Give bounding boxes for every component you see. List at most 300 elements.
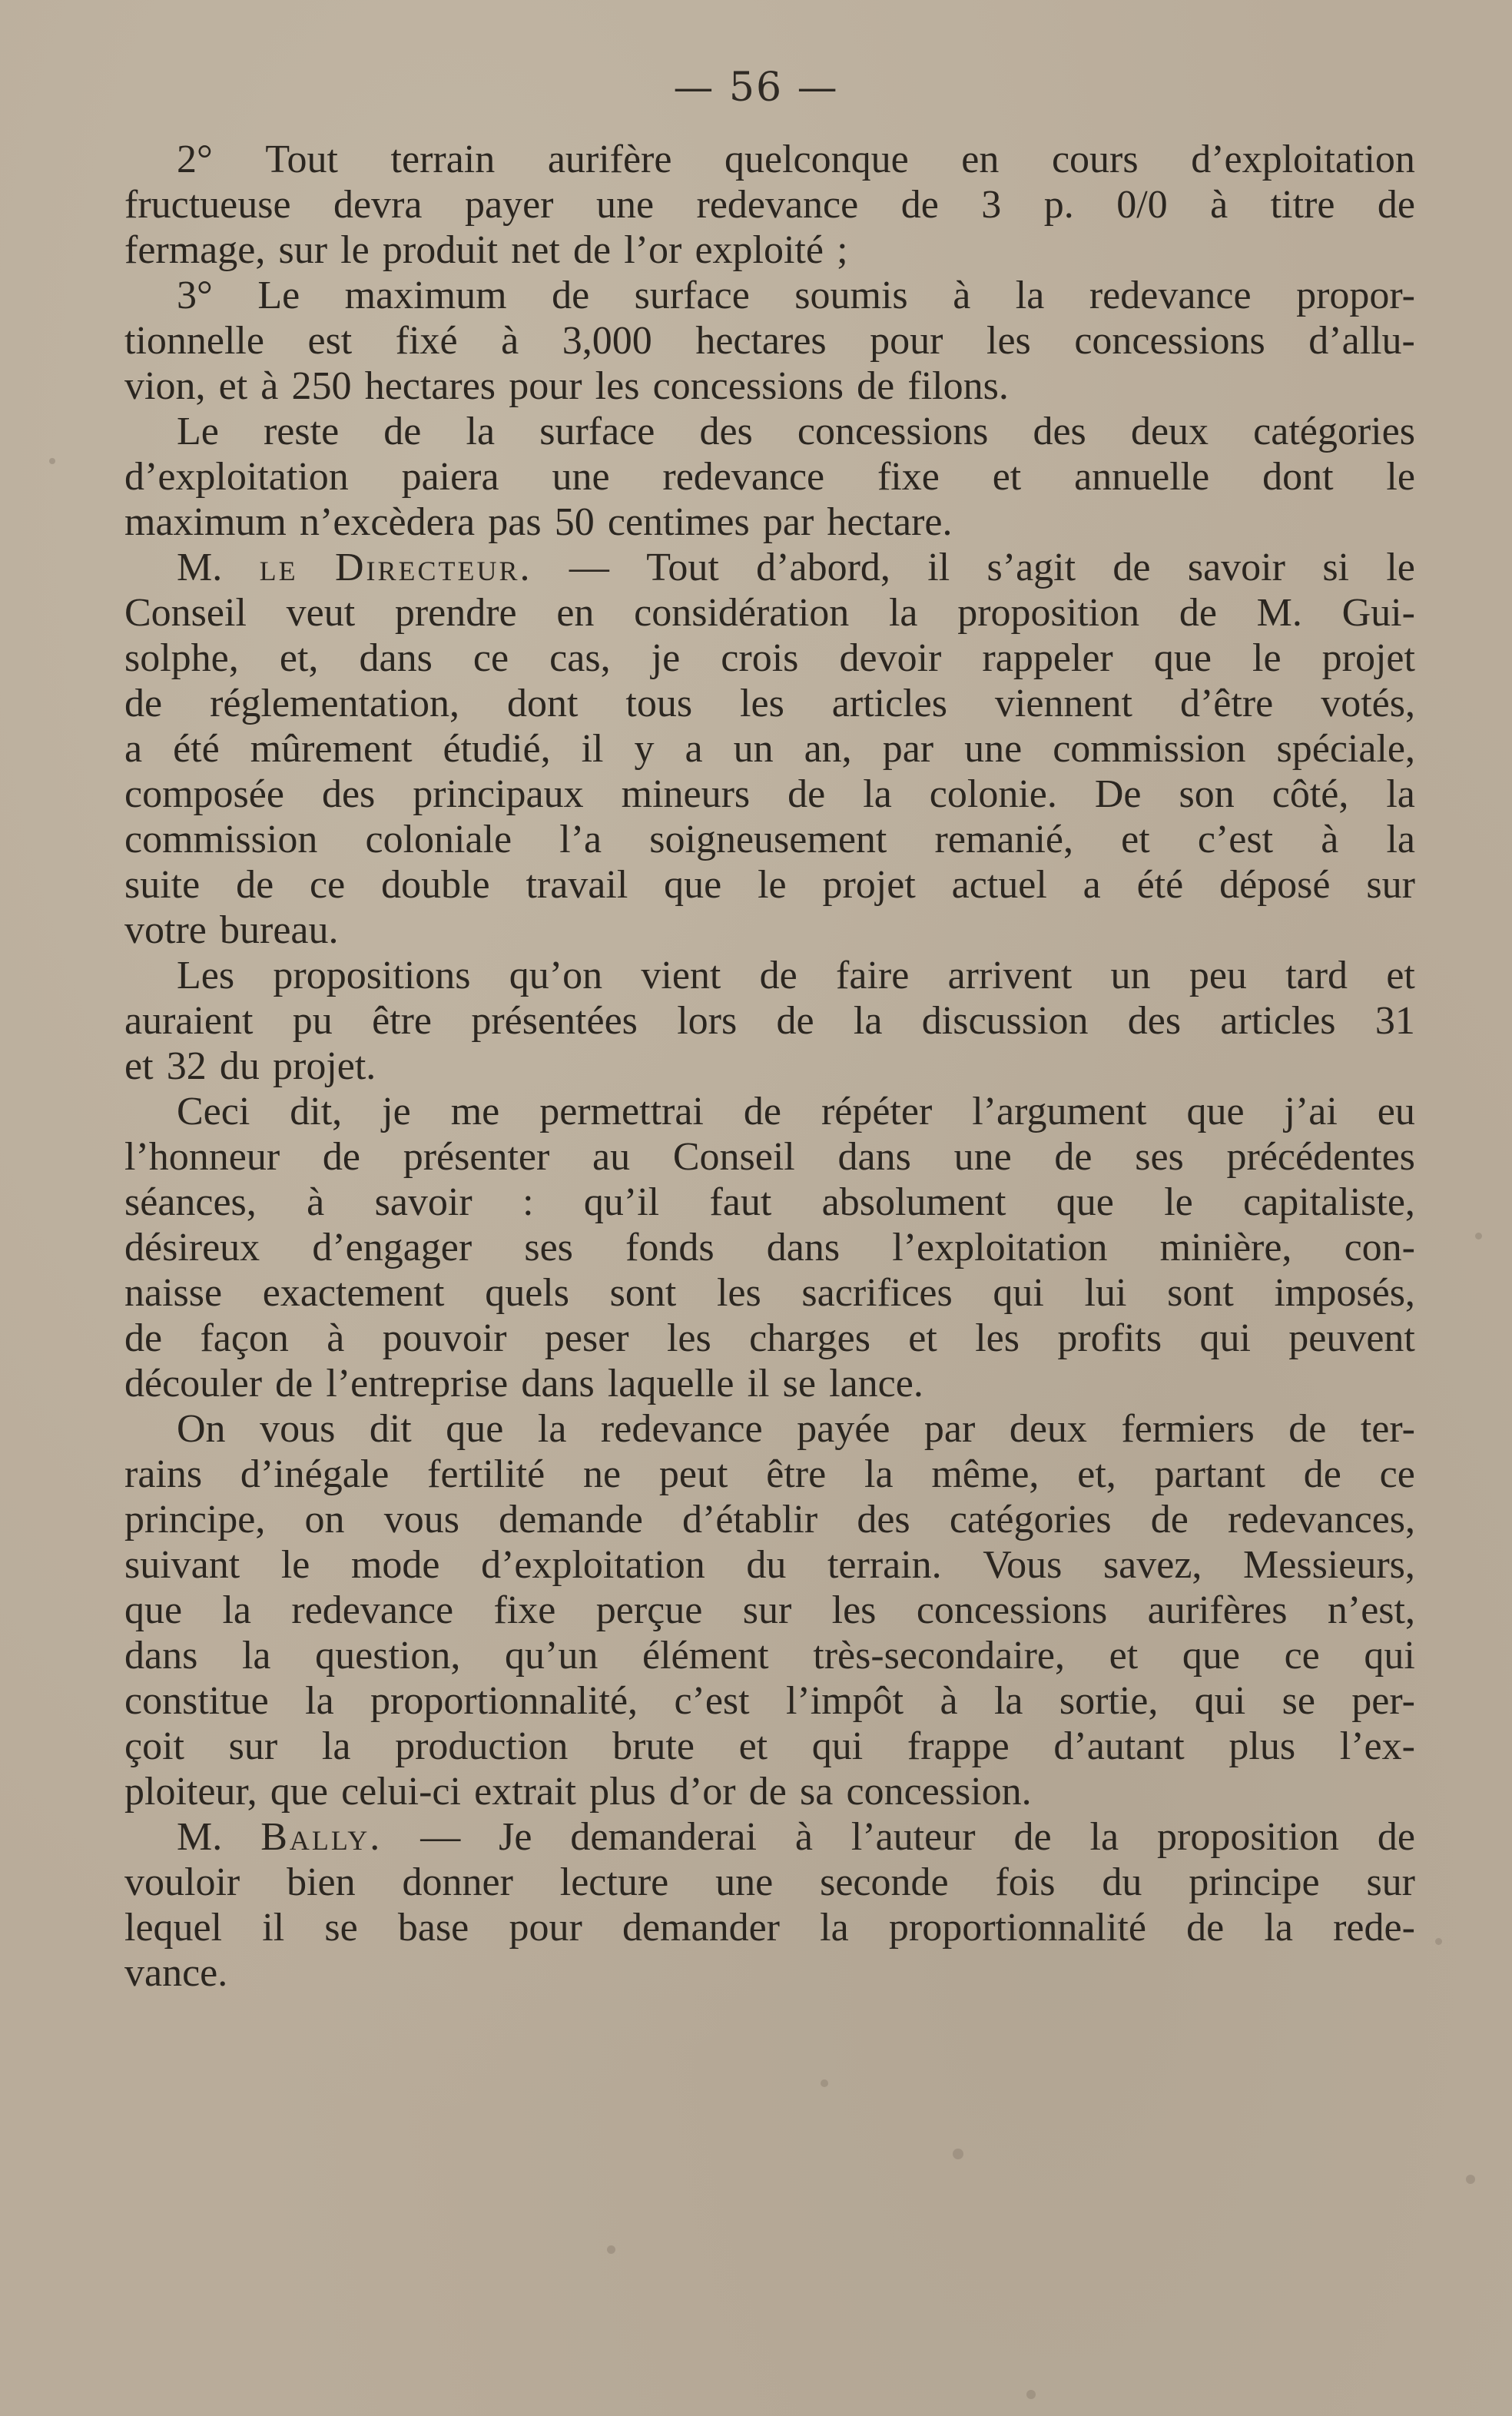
word: y <box>634 727 655 771</box>
word: 3 <box>981 183 1002 227</box>
text-line <box>124 499 1415 545</box>
word: des <box>857 1498 910 1542</box>
word: arrivent <box>947 954 1073 997</box>
word: son <box>1179 772 1235 816</box>
word: sur <box>228 1724 278 1768</box>
word: mode <box>350 1543 440 1587</box>
word: et, <box>279 636 319 680</box>
word: Messieurs, <box>1243 1543 1415 1587</box>
word: des <box>1127 999 1182 1043</box>
word: qu’un <box>505 1634 598 1678</box>
word: de <box>1150 1498 1189 1542</box>
word: composée <box>124 772 284 816</box>
word: fixe <box>877 455 940 499</box>
word: ploiteur, <box>124 1770 257 1814</box>
text-line <box>124 1905 1415 1950</box>
word: maximum <box>124 500 287 544</box>
word: aurifère <box>547 138 672 181</box>
word: an, <box>804 727 852 771</box>
paper-speck <box>49 458 55 464</box>
word: le <box>1252 636 1282 680</box>
text-line <box>124 772 1415 817</box>
word: hectare. <box>827 500 953 544</box>
word: articles <box>831 682 947 725</box>
word: perçue <box>595 1588 703 1632</box>
word: vous <box>260 1407 336 1451</box>
word: paiera <box>401 455 499 499</box>
word: répéter <box>821 1090 933 1133</box>
word: charges <box>749 1316 870 1360</box>
word: à <box>1210 183 1228 227</box>
word: M. <box>1256 591 1302 635</box>
word: imposés, <box>1274 1271 1415 1315</box>
word: je <box>382 1090 411 1133</box>
text-line <box>124 726 1415 772</box>
text-line <box>124 227 1415 273</box>
word: propor- <box>1296 274 1415 317</box>
word: et <box>1109 1634 1139 1678</box>
text-line <box>124 1180 1415 1225</box>
text-line <box>124 998 1415 1044</box>
word: à <box>940 1679 958 1723</box>
word: la <box>1386 818 1415 861</box>
text-line <box>124 1452 1415 1497</box>
word: la <box>1386 772 1415 816</box>
word: la <box>853 999 883 1043</box>
word: ter- <box>1360 1407 1415 1451</box>
word: devra <box>333 183 423 227</box>
word: sur <box>1366 863 1415 907</box>
text-line <box>124 681 1415 726</box>
word: des <box>1033 410 1086 453</box>
word: partant <box>1154 1452 1265 1496</box>
word: auraient <box>124 999 254 1043</box>
word: produit <box>382 228 499 272</box>
word: d’autant <box>1053 1724 1185 1768</box>
word: catégories <box>949 1498 1112 1542</box>
word: surface <box>634 274 750 317</box>
word: n’excèdera <box>300 500 476 544</box>
word: 3,000 <box>562 319 652 363</box>
word: qu’on <box>509 954 603 997</box>
text-line <box>124 953 1415 998</box>
word: la <box>820 1906 849 1950</box>
word: fixé <box>395 319 458 363</box>
word: séances, <box>124 1180 257 1224</box>
word: s’agit <box>986 546 1076 589</box>
word: savez, <box>1102 1543 1202 1587</box>
word: laquelle <box>607 1362 734 1405</box>
word: p. <box>1043 183 1074 227</box>
word: Ceci <box>177 1090 250 1133</box>
word: de <box>275 1362 313 1405</box>
word: c’est <box>1197 818 1274 861</box>
word: que <box>664 863 722 907</box>
word: M. <box>177 546 223 589</box>
word: Conseil <box>672 1135 795 1179</box>
word: tionnelle <box>124 319 264 363</box>
word: de <box>900 183 939 227</box>
word: a <box>124 727 143 771</box>
word: payer <box>464 183 554 227</box>
word: ce <box>1284 1634 1320 1678</box>
text-line <box>124 908 1415 953</box>
word: Le <box>177 410 219 453</box>
word: lui <box>1084 1271 1127 1315</box>
word: projet <box>1321 636 1415 680</box>
word: exploité <box>695 228 824 272</box>
word: de <box>552 274 590 317</box>
text-line <box>124 545 1415 590</box>
text-line <box>124 363 1415 409</box>
word: sur <box>278 228 328 272</box>
word: l’exploitation <box>892 1226 1108 1269</box>
word: dans <box>521 1362 595 1405</box>
word: et <box>908 1316 937 1360</box>
word: par <box>923 1407 976 1451</box>
word: vouloir <box>124 1860 240 1904</box>
word: de <box>759 954 797 997</box>
word: prendre <box>394 591 517 635</box>
word: Le <box>257 274 300 317</box>
word: le <box>280 1543 310 1587</box>
word: bien <box>287 1860 356 1904</box>
word: un <box>1110 954 1151 997</box>
word: ce <box>310 863 346 907</box>
paper-speck <box>1435 1938 1442 1945</box>
text-line <box>124 1950 1415 1996</box>
word: peser <box>544 1316 629 1360</box>
word: et <box>1121 818 1150 861</box>
text-line <box>124 273 1415 318</box>
word: la <box>466 410 496 453</box>
word: commission <box>124 818 318 861</box>
word: plus <box>1228 1724 1296 1768</box>
word: dit, <box>290 1090 343 1133</box>
word: la <box>321 1724 351 1768</box>
word: cours <box>1051 138 1139 181</box>
word: l’a <box>559 818 602 861</box>
text-line <box>124 1497 1415 1542</box>
word: de <box>788 772 826 816</box>
word: redevances, <box>1228 1498 1415 1542</box>
word: une <box>964 727 1023 771</box>
word: tous <box>625 682 693 725</box>
word: il <box>927 546 950 589</box>
word: veut <box>286 591 356 635</box>
word: mûrement <box>250 727 413 771</box>
word: à <box>307 1180 325 1224</box>
word: et <box>992 455 1022 499</box>
word: quelconque <box>724 138 909 181</box>
word: Conseil <box>124 591 247 635</box>
word: catégories <box>1253 410 1415 453</box>
text-line <box>124 1678 1415 1724</box>
word: la <box>1264 1906 1293 1950</box>
word: exactement <box>262 1271 445 1315</box>
word: à <box>327 1316 345 1360</box>
word: étudié, <box>443 727 551 771</box>
word: vient <box>641 954 721 997</box>
word: redevance <box>696 183 859 227</box>
word: redevance <box>600 1407 763 1451</box>
word: 31 <box>1374 999 1415 1043</box>
word: la <box>1015 274 1045 317</box>
word: surface <box>539 410 655 453</box>
word: lance. <box>829 1362 923 1405</box>
word: 32 <box>166 1044 207 1088</box>
word: maximum <box>344 274 507 317</box>
word: à <box>501 319 519 363</box>
word: considération <box>634 591 850 635</box>
word: fertilité <box>427 1452 545 1496</box>
word: pu <box>292 999 333 1043</box>
word: quels <box>485 1271 569 1315</box>
word: Tout <box>265 138 338 181</box>
word: le <box>758 863 787 907</box>
word: et, <box>1077 1452 1116 1496</box>
word: les <box>986 319 1031 363</box>
word: aurifères <box>1147 1588 1288 1632</box>
word: concessions <box>916 1588 1108 1632</box>
word: suivant <box>124 1543 240 1587</box>
word: faire <box>836 954 910 997</box>
text-line <box>124 636 1415 681</box>
word: hectares <box>695 319 827 363</box>
word: qui <box>811 1724 864 1768</box>
word: se <box>782 1362 816 1405</box>
word: soumis <box>794 274 908 317</box>
word: lequel <box>124 1906 223 1950</box>
word: d’engager <box>312 1226 472 1269</box>
word: fructueuse <box>124 183 291 227</box>
word: que <box>1182 1634 1240 1678</box>
word: peuvent <box>1288 1316 1415 1360</box>
word: ; <box>837 228 848 272</box>
word: Gui- <box>1341 591 1415 635</box>
word: a <box>1083 863 1101 907</box>
word: fermiers <box>1121 1407 1255 1451</box>
word: crois <box>721 636 799 680</box>
word: On <box>177 1407 226 1451</box>
word: désireux <box>124 1226 260 1269</box>
word: et <box>738 1724 768 1768</box>
text-line <box>124 1134 1415 1180</box>
word: plus <box>589 1770 656 1814</box>
paper-speck <box>607 2245 615 2254</box>
word: d’inégale <box>240 1452 390 1496</box>
word: une <box>953 1135 1012 1179</box>
word: la <box>1089 1815 1119 1859</box>
body-text <box>124 137 1415 1996</box>
word: d’allu- <box>1308 319 1415 363</box>
word: Vous <box>983 1543 1063 1587</box>
word: M. <box>177 1815 223 1859</box>
word: qui <box>1199 1316 1251 1360</box>
word: l’auteur <box>850 1815 976 1859</box>
word: de <box>1112 546 1151 589</box>
word: en <box>556 591 595 635</box>
word: pas <box>488 500 542 544</box>
word: savoir <box>374 1180 472 1224</box>
text-line <box>124 1316 1415 1361</box>
word: qui <box>993 1271 1044 1315</box>
word: un <box>733 727 774 771</box>
page-number: — 56 — <box>673 65 839 111</box>
word: question, <box>315 1634 461 1678</box>
word: colonie. <box>929 772 1057 816</box>
text-line <box>124 1860 1415 1905</box>
text-line <box>124 1814 1415 1860</box>
word: capitaliste, <box>1243 1180 1415 1224</box>
paper-speck <box>1026 2390 1036 2399</box>
word: Bally. <box>260 1815 383 1859</box>
text-line <box>124 1542 1415 1588</box>
word: minière, <box>1159 1226 1292 1269</box>
word: l’honneur <box>124 1135 280 1179</box>
text-line <box>124 1270 1415 1316</box>
word: fermage, <box>124 228 266 272</box>
word: viennent <box>994 682 1132 725</box>
word: dans <box>359 636 433 680</box>
word: ses <box>1135 1135 1184 1179</box>
paper-speck <box>821 2079 828 2087</box>
word: à <box>794 1815 813 1859</box>
word: découler <box>124 1362 263 1405</box>
word: de <box>236 863 274 907</box>
word: ce <box>472 636 509 680</box>
word: que <box>1056 1180 1114 1224</box>
word: celui-ci <box>341 1770 461 1814</box>
word: l’entreprise <box>326 1362 509 1405</box>
word: actuel <box>951 863 1047 907</box>
word: 50 <box>554 500 595 544</box>
word: vous <box>383 1498 459 1542</box>
word: proposition <box>957 591 1140 635</box>
word: titre <box>1270 183 1335 227</box>
word: de <box>857 364 895 408</box>
word: il <box>262 1906 285 1950</box>
word: la <box>537 1407 567 1451</box>
word: les <box>666 1316 711 1360</box>
word: que <box>124 1588 183 1632</box>
word: élément <box>642 1634 769 1678</box>
word: vance. <box>124 1951 228 1995</box>
word: d’être <box>1179 682 1274 725</box>
word: solphe, <box>124 636 239 680</box>
word: votre <box>124 908 207 952</box>
word: Je <box>499 1815 532 1859</box>
word: se <box>1282 1679 1315 1723</box>
word: ce <box>1379 1452 1415 1496</box>
word: con- <box>1344 1226 1415 1269</box>
word: est <box>307 319 353 363</box>
word: que <box>270 1770 328 1814</box>
word: absolument <box>821 1180 1006 1224</box>
word: la <box>864 1452 894 1496</box>
word: par <box>762 500 814 544</box>
word: les <box>716 1271 761 1315</box>
word: on <box>304 1498 345 1542</box>
word: donner <box>402 1860 513 1904</box>
text-line <box>124 1633 1415 1678</box>
word: proportionnalité <box>888 1906 1146 1950</box>
text-line <box>124 318 1415 363</box>
text-line <box>124 1406 1415 1452</box>
word: peut <box>658 1452 728 1496</box>
text-line <box>124 590 1415 636</box>
word: fixe <box>493 1588 556 1632</box>
word: que <box>1153 636 1212 680</box>
word: le <box>340 228 370 272</box>
word: rappeler <box>982 636 1113 680</box>
word: du <box>746 1543 787 1587</box>
word: les <box>595 364 640 408</box>
word: spéciale, <box>1276 727 1415 771</box>
word: d’exploitation <box>481 1543 705 1587</box>
word: présentées <box>471 999 638 1043</box>
text-line <box>124 137 1415 182</box>
word: du <box>1102 1860 1142 1904</box>
word: votés, <box>1321 682 1415 725</box>
word: lecture <box>559 1860 669 1904</box>
word: devoir <box>839 636 942 680</box>
word: si <box>1322 546 1349 589</box>
word: fonds <box>625 1226 715 1269</box>
text-line <box>124 1769 1415 1814</box>
word: réglementation, <box>210 682 459 725</box>
word: présenter <box>403 1135 550 1179</box>
word: peu <box>1189 954 1247 997</box>
word: net <box>511 228 560 272</box>
word: seconde <box>820 1860 949 1904</box>
word: 2° <box>177 138 213 181</box>
word: redevance <box>662 455 825 499</box>
word: dans <box>837 1135 911 1179</box>
word: discussion <box>921 999 1089 1043</box>
word: : <box>522 1180 534 1224</box>
word: articles <box>1220 999 1336 1043</box>
word: une <box>552 455 610 499</box>
word: principe, <box>124 1498 266 1542</box>
word: Directeur. <box>334 546 532 589</box>
word: le <box>259 546 298 589</box>
word: des <box>321 772 376 816</box>
word: brute <box>612 1724 695 1768</box>
word: concessions <box>652 364 844 408</box>
word: qui <box>1194 1679 1246 1723</box>
word: il <box>747 1362 770 1405</box>
word: — <box>569 546 609 589</box>
word: sont <box>609 1271 677 1315</box>
word: que <box>1186 1090 1245 1133</box>
word: qu’il <box>583 1180 660 1224</box>
word: 0/0 <box>1116 183 1168 227</box>
word: en <box>961 138 1000 181</box>
word: que <box>446 1407 504 1451</box>
word: vion, <box>124 364 206 408</box>
word: coloniale <box>365 818 512 861</box>
word: le <box>1386 546 1415 589</box>
word: d’exploitation <box>124 455 349 499</box>
word: payée <box>797 1407 890 1451</box>
word: deux <box>1009 1407 1087 1451</box>
word: concession. <box>846 1770 1032 1814</box>
word: de <box>1054 1135 1093 1179</box>
word: de <box>1303 1452 1341 1496</box>
text-line <box>124 1089 1415 1134</box>
word: précédentes <box>1226 1135 1415 1179</box>
